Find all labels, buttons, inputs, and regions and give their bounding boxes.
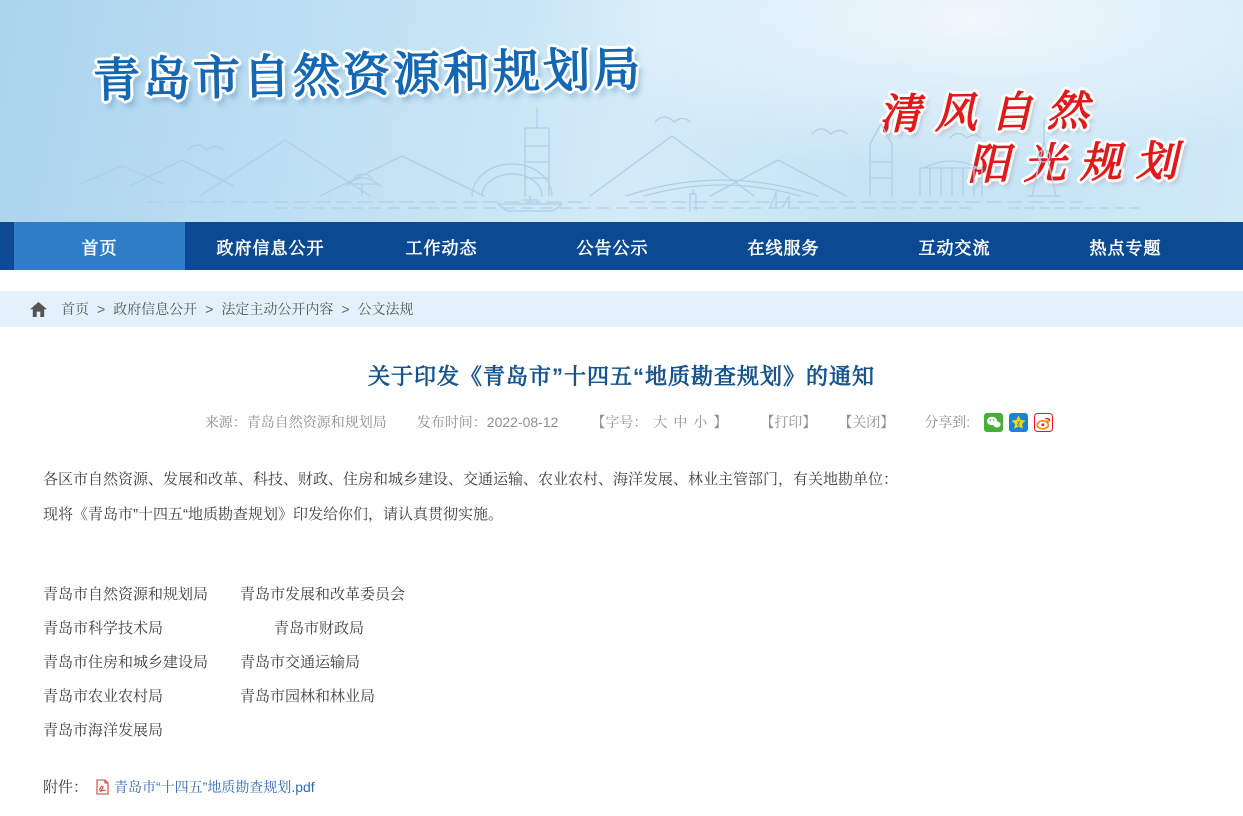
header-banner (0, 0, 1243, 222)
signatory-row (43, 578, 1200, 612)
qzone-share-icon[interactable] (1009, 413, 1028, 432)
article-title: 关于印发《青岛市”十四五“地质勘查规划》的通知 (367, 364, 875, 389)
article (0, 360, 1243, 797)
font-size-prefix: 【字号： (591, 414, 648, 430)
nav-item-online-services[interactable]: 在线服务 (747, 238, 820, 258)
signatory: 青岛市自然资源和规划局 (43, 586, 209, 603)
signatory: 青岛市科学技术局 (43, 620, 164, 637)
nav-item-work-news[interactable]: 工作动态 (405, 238, 478, 258)
signatories-block (43, 578, 1200, 748)
attachment-link[interactable]: 青岛市“十四五”地质勘查规划.pdf (114, 778, 315, 795)
signatory: 青岛市园林和林业局 (240, 688, 376, 705)
article-body (43, 462, 1200, 532)
breadcrumb-home[interactable]: 首页 (61, 301, 89, 317)
article-source: 来源：青岛自然资源和规划局 (204, 414, 387, 430)
nav-item-gov-info[interactable]: 政府信息公开 (216, 238, 325, 258)
breadcrumb-separator: > (97, 301, 106, 317)
signatory-row (43, 612, 1200, 646)
attachment-row (43, 776, 1200, 797)
pdf-file-icon (96, 779, 109, 795)
signatory: 青岛市海洋发展局 (43, 722, 164, 739)
breadcrumb-separator: > (341, 301, 350, 317)
font-size-large-button[interactable]: 大 (653, 414, 668, 430)
font-size-control (588, 412, 730, 432)
main-nav (0, 222, 1243, 270)
attachment-label: 附件： (43, 779, 89, 796)
nav-breadcrumb-gap (0, 270, 1243, 291)
qingdao-skyline-illustration (70, 104, 1150, 214)
font-size-suffix: 】 (713, 414, 728, 430)
share-icons (978, 413, 1053, 432)
weibo-share-icon[interactable] (1034, 413, 1053, 432)
signatory: 青岛市住房和城乡建设局 (43, 654, 209, 671)
slogan-line-2: 阳光规划 (967, 136, 1192, 190)
signatory: 青岛市财政局 (274, 620, 365, 637)
breadcrumb (0, 291, 1243, 327)
share-to-label: 分享到: (924, 414, 971, 430)
breadcrumb-official-documents[interactable]: 公文法规 (357, 301, 414, 317)
nav-item-hot-topics[interactable]: 热点专题 (1089, 238, 1162, 258)
slogan-line-1: 清风自然 (878, 85, 1103, 139)
nav-item-announcements[interactable]: 公告公示 (576, 238, 649, 258)
article-meta (43, 412, 1200, 432)
signatory-row (43, 646, 1200, 680)
signatory-row (43, 714, 1200, 748)
svg-text:z: z (1016, 419, 1021, 427)
share-group (924, 412, 970, 432)
font-size-medium-button[interactable]: 中 (673, 414, 688, 430)
signatory-row (43, 680, 1200, 714)
print-button[interactable]: 【打印】 (760, 414, 817, 430)
meta-buttons (760, 412, 894, 432)
site-title: 青岛市自然资源和规划局 (92, 42, 644, 107)
font-size-small-button[interactable]: 小 (693, 414, 708, 430)
nav-item-interaction[interactable]: 互动交流 (918, 238, 991, 258)
signatory: 青岛市农业农村局 (43, 688, 164, 705)
signatory: 青岛市发展和改革委员会 (240, 586, 406, 603)
breadcrumb-legal-disclosure[interactable]: 法定主动公开内容 (221, 301, 334, 317)
article-paragraph: 各区市自然资源、发展和改革、科技、财政、住房和城乡建设、交通运输、农业农村、海洋发展、林业主管部门，有关地勘单位： (43, 471, 899, 488)
signatory: 青岛市交通运输局 (240, 654, 361, 671)
home-icon (30, 302, 47, 317)
breadcrumb-gov-info[interactable]: 政府信息公开 (113, 301, 198, 317)
wechat-share-icon[interactable] (984, 413, 1003, 432)
article-paragraph: 现将《青岛市”十四五“地质勘查规划》印发给你们，请认真贯彻实施。 (43, 506, 503, 523)
close-button[interactable]: 【关闭】 (838, 414, 895, 430)
nav-item-home[interactable]: 首页 (14, 222, 185, 270)
breadcrumb-separator: > (205, 301, 214, 317)
article-publish-time: 发布时间：2022-08-12 (416, 414, 559, 430)
